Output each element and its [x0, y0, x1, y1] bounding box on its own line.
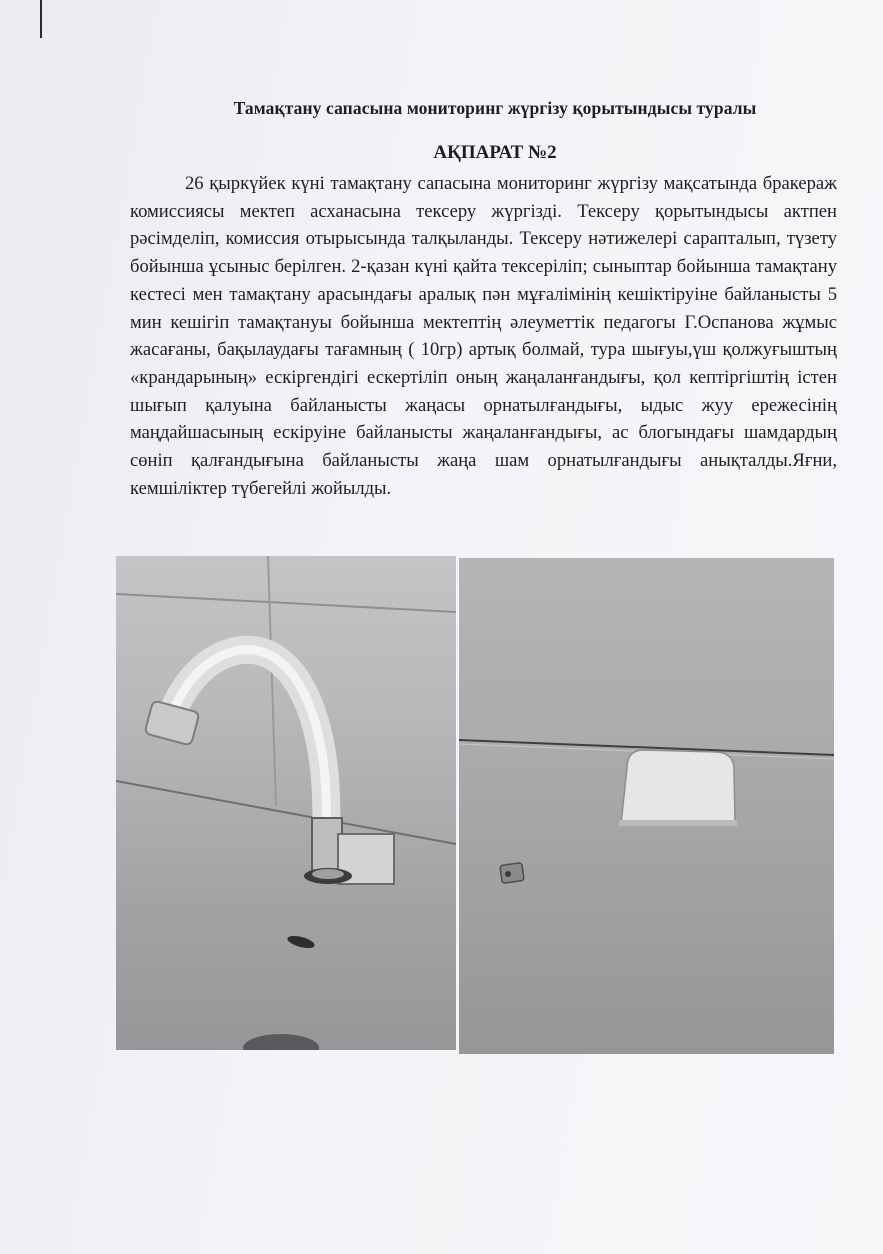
body-paragraph: 26 қыркүйек күні тамақтану сапасына мониторинг жүргізу мақсатында бракераж комиссиясы мектеп асханасына тексеру жүргізді. Тексеру қорытындысы актпен рәсімделіп, комиссия отырысында талқыланды. Тексеру нәтижелері сарапталып, түзету бойынша ұсыныс берілген. 2-қазан күні қайта тексеріліп; сыныптар бойынша тамақтану кестесі мен тамақтану арасындағы аралық пән мұғалімінің кешіктіруіне байланысты 5 мин кешігіп тамақтануы бойынша мектептің әлеуметтік педагогы Г.Оспанова жұмыс жасағаны, бақылаудағы тағамның ( 10гр) артық болмай, тура шығуы,үш қолжуғыштың «крандарының» ескіргендігі ескертіліп оның жаңаланғандығы, қол кептіргіштің істен шығып қалуына байланысты жаңасы орнатылғандығы, ыдыс жуу ережесінің маңдайшасының ескіруіне байланысты жаңаланғандығы, ас блогындағы шамдардың сөніп қалғандығына байланысты жаңа шам орнатылғандығы анықталды.Яғни, кемшіліктер түбегейлі жойылды.	[130, 173, 837, 499]
page-fold-mark	[40, 0, 42, 38]
document-subtitle: АҚПАРАТ №2	[433, 142, 557, 163]
hand-dryer-illustration	[459, 558, 834, 1054]
faucet-illustration	[116, 556, 456, 1050]
hand-dryer-photo	[459, 558, 834, 1054]
faucet-photo	[116, 556, 456, 1050]
document-title: Тамақтану сапасына мониторинг жүргізу қорытындысы туралы	[233, 98, 757, 118]
